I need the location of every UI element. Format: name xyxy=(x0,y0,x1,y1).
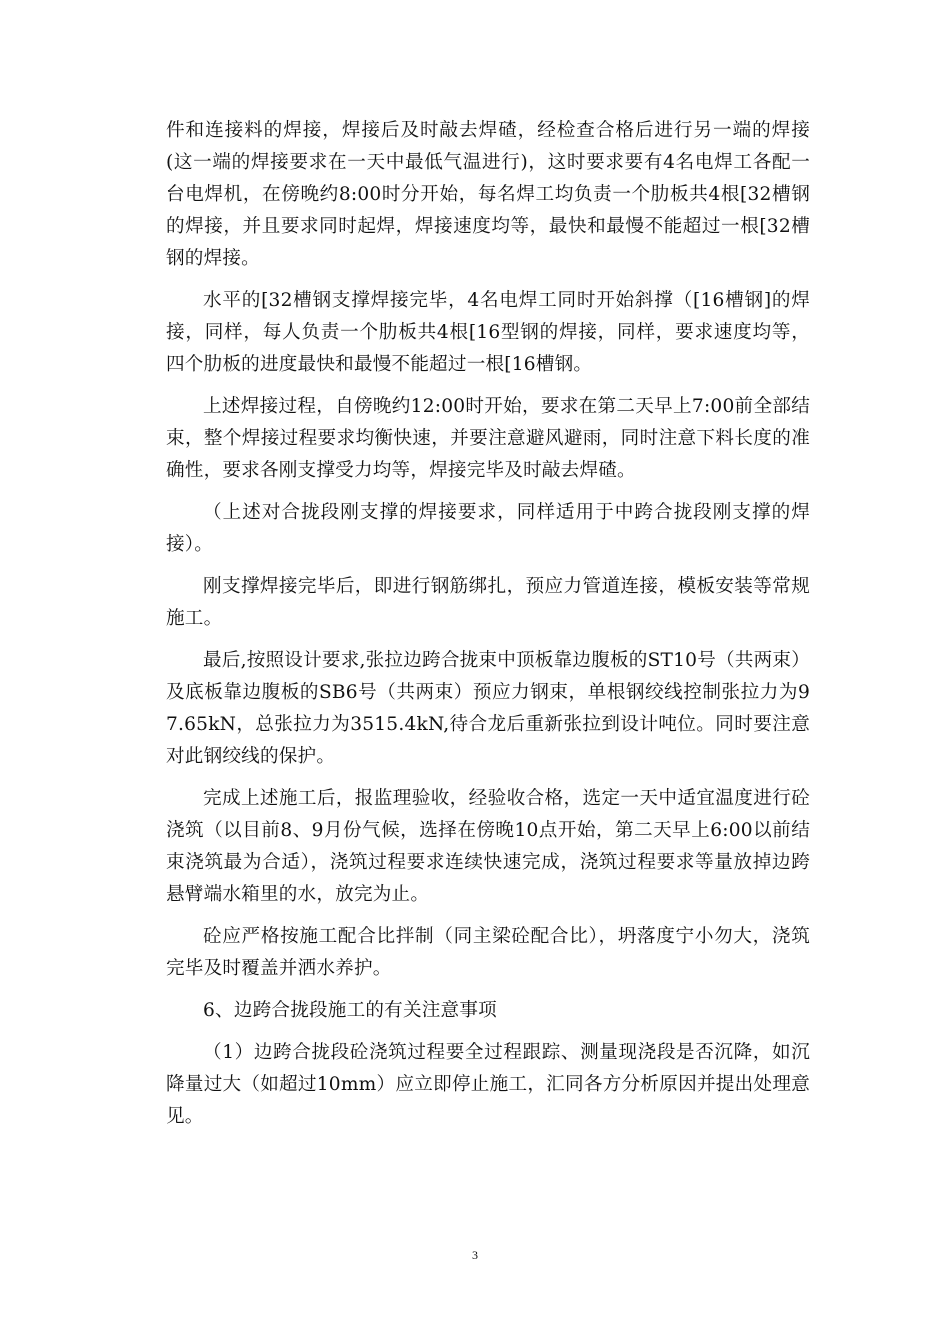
paragraph-tensioning: 最后,按照设计要求,张拉边跨合拢束中顶板靠边腹板的ST10号（共两束）及底板靠边腹板的SB6号（共两束）预应力钢束，单根钢绞线控制张拉力为97.65kN，总张拉力为3515.4kN,待合龙后重新张拉到设计吨位。同时要注意对此钢绞线的保护。 xyxy=(166,650,810,767)
page-number: 3 xyxy=(472,1248,478,1262)
paragraph-note-1: （1）边跨合拢段砼浇筑过程要全过程跟踪、测量现浇段是否沉降，如沉降量过大（如超过10mm）应立即停止施工，汇同各方分析原因并提出处理意见。 xyxy=(166,1042,810,1127)
paragraph-midspan-note: （上述对合拢段刚支撑的焊接要求，同样适用于中跨合拢段刚支撑的焊接）。 xyxy=(166,502,810,555)
paragraph-rebar-formwork: 刚支撑焊接完毕后，即进行钢筋绑扎，预应力管道连接，模板安装等常规施工。 xyxy=(166,576,810,629)
page-body xyxy=(166,115,810,1143)
paragraph-welding-schedule: 上述焊接过程，自傍晚约12:00时开始，要求在第二天早上7:00前全部结束，整个焊接过程要求均衡快速，并要注意避风避雨，同时注意下料长度的准确性，要求各刚支撑受力均等，焊接完毕及时敲去焊碴。 xyxy=(166,396,810,481)
paragraph-concrete-mix: 砼应严格按施工配合比拌制（同主梁砼配合比），坍落度宁小勿大，浇筑完毕及时覆盖并洒水养护。 xyxy=(166,926,810,979)
section-heading-6: 6、边跨合拢段施工的有关注意事项 xyxy=(203,1000,497,1021)
paragraph-horizontal-brace: 水平的[32槽钢支撑焊接完毕，4名电焊工同时开始斜撑（[16槽钢]的焊接，同样，每人负责一个肋板共4根[16型钢的焊接，同样，要求速度均等，四个肋板的进度最快和最慢不能超过一根[16槽钢。 xyxy=(166,290,810,375)
paragraph-welding-continuation: 件和连接料的焊接，焊接后及时敲去焊碴，经检查合格后进行另一端的焊接(这一端的焊接要求在一天中最低气温进行)，这时要求要有4名电焊工各配一台电焊机，在傍晚约8:00时分开始，每名焊工均负责一个肋板共4根[32槽钢的焊接，并且要求同时起焊，焊接速度均等，最快和最慢不能超过一根[32槽钢的焊接。 xyxy=(166,120,810,269)
paragraph-concrete-pouring: 完成上述施工后，报监理验收，经验收合格，选定一天中适宜温度进行砼浇筑（以目前8、9月份气候，选择在傍晚10点开始，第二天早上6:00以前结束浇筑最为合适），浇筑过程要求连续快速完成，浇筑过程要求等量放掉边跨悬臂端水箱里的水，放完为止。 xyxy=(166,788,810,905)
